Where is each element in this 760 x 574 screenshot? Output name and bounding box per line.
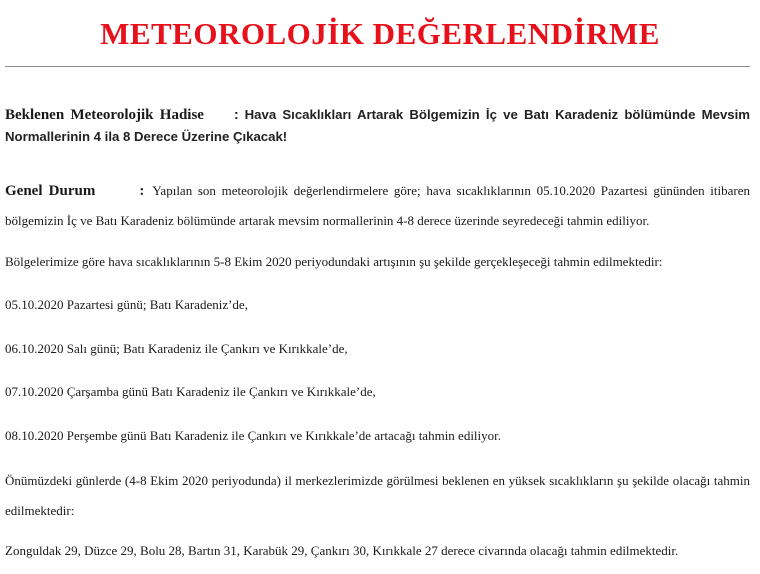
general-situation-text: Yapılan son meteorolojik değerlendirmelere göre; hava sıcaklıklarının 05.10.2020 Pazartesi gününden itibaren bölgemizin İç ve Batı Karadeniz bölümünde artarak mevsim normallerinin 4-8 derece üzerinde seyredeceği tahmin ediliyor. [5,183,750,228]
expected-hazard-value: Hava Sıcaklıkları Artarak Bölgemizin İç ve Batı Karadeniz bölümünde Mevsim Normallerinin 4 ila 8 Derece Üzerine Çıkacak! [5,107,751,144]
paragraph-day-3: 07.10.2020 Çarşamba günü Batı Karadeniz ile Çankırı ve Kırıkkale’de, [5,384,376,399]
expected-hazard-section [5,104,750,148]
general-situation-separator: : [139,183,145,199]
expected-hazard-label: Beklenen Meteorolojik Hadise [5,107,204,123]
title-divider [5,66,750,67]
general-situation-section [5,176,750,236]
general-situation-label: Genel Durum [5,183,96,199]
paragraph-day-2: 06.10.2020 Salı günü; Batı Karadeniz ile Çankırı ve Kırıkkale’de, [5,341,348,356]
paragraph-max-temps-list: Zonguldak 29, Düzce 29, Bolu 28, Bartın 31, Karabük 29, Çankırı 30, Kırıkkale 27 derece civarında olacağı tahmin edilmektedir. [5,543,679,558]
paragraph-day-4: 08.10.2020 Perşembe günü Batı Karadeniz ile Çankırı ve Kırıkkale’de artacağı tahmin ediliyor. [5,428,502,443]
document-title: METEOROLOJİK DEĞERLENDİRME [100,16,660,51]
paragraph-forecast-intro: Bölgelerimize göre hava sıcaklıklarının 5-8 Ekim 2020 periyodundaki artışının şu şekilde gerçekleşeceği tahmin edilmektedir: [5,254,663,269]
paragraph-max-temps-intro: Önümüzdeki günlerde (4-8 Ekim 2020 periyodunda) il merkezlerimizde görülmesi beklenen en yüksek sıcaklıkların şu şekilde olacağı tahmin edilmektedir: [5,473,750,518]
paragraph-day-1: 05.10.2020 Pazartesi günü; Batı Karadeniz’de, [5,297,248,312]
expected-hazard-separator: : [233,106,239,122]
